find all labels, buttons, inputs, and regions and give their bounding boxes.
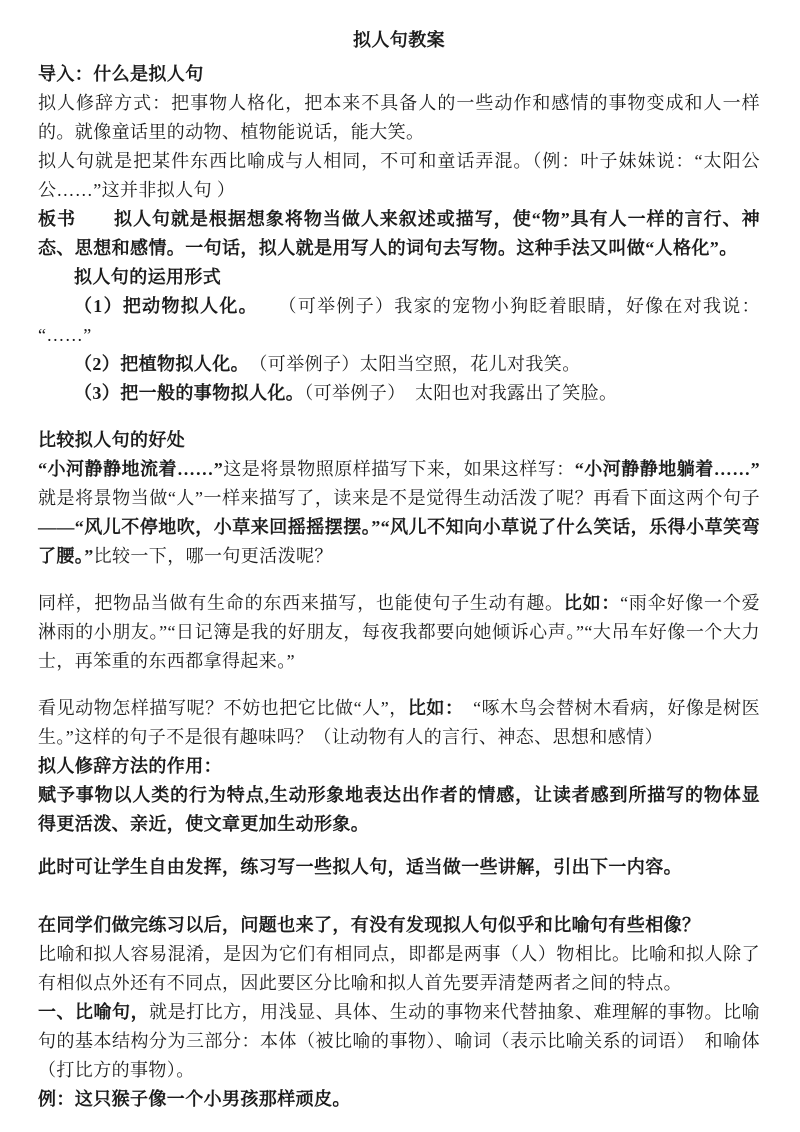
benefits-paragraph [38, 455, 760, 571]
usage-form-1 [38, 292, 760, 350]
text-run: 板书 拟人句就是根据想象将物当做人来叙述或描写，使“物”具有人一样的言行、神态、思想和感情。一句话，拟人就是用写人的词句去写物。这种手法又叫做“人格化”。 [38, 209, 760, 258]
usage-forms-heading [38, 263, 760, 292]
metaphor-definition [38, 998, 760, 1085]
caution-paragraph [38, 147, 760, 205]
text-run: “小河静静地流着……” [38, 459, 224, 479]
text-run: 拟人修辞方法的作用： [38, 756, 222, 776]
text-run: ——“风儿不停地吹，小草来回摇摇摆摆。”“风儿不知向小草说了什么笑话，乐得小草笑弯了腰。” [38, 517, 760, 566]
text-run: 一、比喻句， [38, 1002, 150, 1022]
text-run: （可举例子）我家的宠物小狗眨着眼睛，好像在对我说：“……” [38, 296, 760, 345]
text-run: 导入：什么是拟人句 [38, 64, 204, 84]
text-run: 比较拟人句的好处 [38, 430, 186, 450]
text-run: （2）把植物拟人化。 [74, 354, 240, 374]
usage-form-3 [38, 379, 760, 408]
text-run: 这是将景物照原样描写下来，如果这样写： [223, 459, 575, 479]
text-run: 同样，把物品当做有生命的东西来描写，也能使句子生动有趣。 [38, 593, 564, 613]
blank-line [38, 571, 760, 589]
blank-line [38, 839, 760, 853]
text-run: “小河静静地躺着……” [574, 459, 760, 479]
text-run: 拟人修辞方式：把事物人格化，把本来不具备人的一些动作和感情的事物变成和人一样的。就像童话里的动物、植物能说话，能大笑。 [38, 93, 760, 142]
practice-paragraph [38, 853, 760, 882]
text-run: 比如： [407, 698, 455, 718]
text-run: “啄木鸟会替树木看病，好像是树医生。”这样的句子不是很有趣味吗？（让动物有人的言行、神态、思想和感情） [38, 698, 760, 747]
usage-form-2 [38, 350, 760, 379]
question-paragraph [38, 911, 760, 940]
text-run: 比如： [563, 593, 621, 613]
text-run: 看见动物怎样描写呢？不妨也把它比做“人”， [38, 698, 408, 718]
text-run: 就是将景物当做“人”一样来描写了，读来是不是觉得生动活泼了呢？再看下面这两个句子 [38, 488, 760, 508]
blank-line [38, 676, 760, 694]
text-run: 赋予事物以人类的行为特点,生动形象地表达出作者的情感，让读者感到所描写的物体显得更活泼、亲近，使文章更加生动形象。 [38, 785, 760, 834]
function-paragraph [38, 781, 760, 839]
document-body [38, 60, 760, 1114]
comparison-paragraph [38, 940, 760, 998]
text-run: 例：这只猴子像一个小男孩那样顽皮。 [38, 1089, 351, 1109]
objects-paragraph [38, 589, 760, 676]
text-run: （可举例子）太阳当空照，花儿对我笑。 [240, 354, 581, 374]
text-run: 比较一下，哪一句更活泼呢？ [93, 546, 333, 566]
text-run: 比喻和拟人容易混淆，是因为它们有相同点，即都是两事（人）物相比。比喻和拟人除了有相似点外还有不同点，因此要区分比喻和拟人首先要弄清楚两者之间的特点。 [38, 944, 760, 993]
text-run: “雨伞好像一个爱淋雨的小朋友。”“日记簿是我的好朋友，每夜我都要向她倾诉心声。”“大吊车好像一个大力士，再笨重的东西都拿得起来。” [38, 593, 760, 671]
text-run: （1）把动物拟人化。 [74, 296, 249, 316]
blank-line [38, 882, 760, 911]
blank-line [38, 408, 760, 426]
intro-heading [38, 60, 760, 89]
text-run: （可举例子） 太阳也对我露出了笑脸。 [304, 383, 618, 403]
metaphor-example [38, 1085, 760, 1114]
document-title: 拟人句教案 [353, 30, 445, 50]
banshu-paragraph [38, 205, 760, 263]
definition-paragraph [38, 89, 760, 147]
text-run: 就是打比方，用浅显、具体、生动的事物来代替抽象、难理解的事物。比喻句的基本结构分为三部分：本体（被比喻的事物）、喻词（表示比喻关系的词语） 和喻体（打比方的事物）。 [38, 1002, 760, 1080]
benefits-heading [38, 426, 760, 455]
animals-paragraph [38, 694, 760, 752]
text-run: 拟人句的运用形式 [74, 267, 222, 287]
text-run: （3）把一般的事物拟人化。 [74, 383, 305, 403]
text-run: 在同学们做完练习以后，问题也来了，有没有发现拟人句似乎和比喻句有些相像？ [38, 915, 701, 935]
text-run: 此时可让学生自由发挥，练习写一些拟人句，适当做一些讲解，引出下一内容。 [38, 857, 682, 877]
text-run: 拟人句就是把某件东西比喻成与人相同，不可和童话弄混。（例：叶子妹妹说：“太阳公公……”这并非拟人句 ） [38, 151, 760, 200]
function-heading [38, 752, 760, 781]
